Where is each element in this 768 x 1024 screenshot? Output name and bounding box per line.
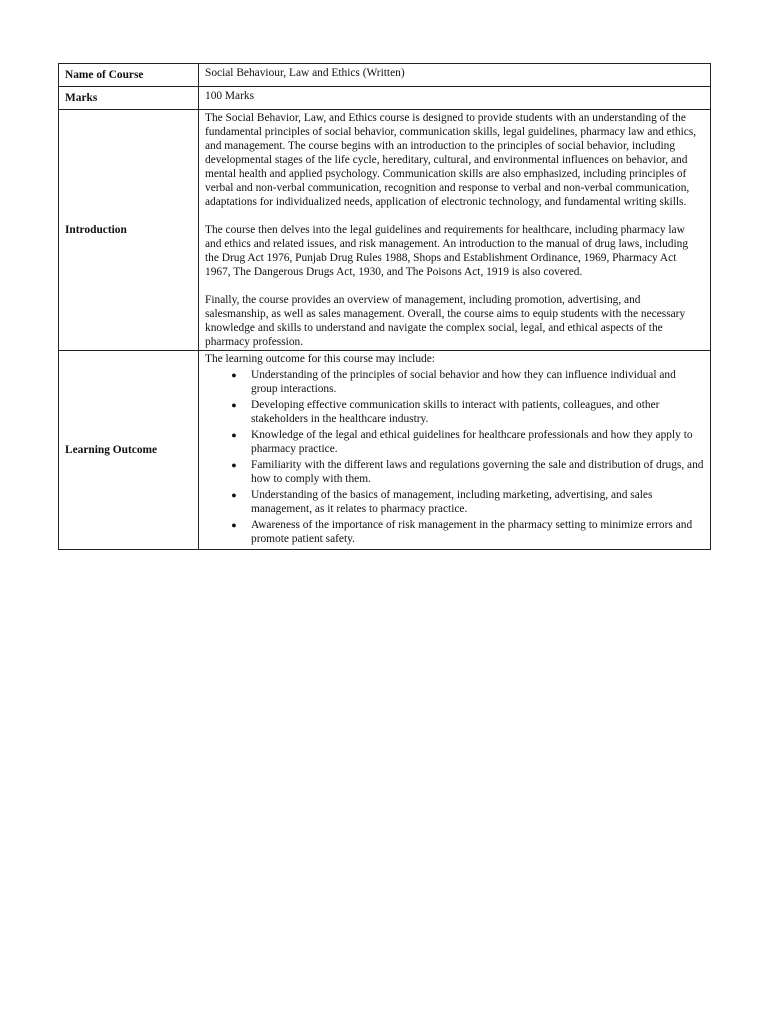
list-item — [233, 428, 704, 456]
row-marks — [59, 87, 711, 110]
introduction-paragraph-2: The course then delves into the legal guidelines and requirements for healthcare, including pharmacy law and ethics and related issues, and risk management. An introduction to the manual of drug laws, including the Drug Act 1976, Punjab Drug Rules 1988, Shops and Establishment Ordinance, 1969, Pharmacy Act 1967, The Dangerous Drugs Act, 1930, and The Poisons Act, 1919 is also covered. — [205, 224, 689, 278]
bullet-icon: ● — [231, 400, 237, 410]
value-learning-outcome — [199, 351, 711, 550]
list-item-text: Awareness of the importance of risk management in the pharmacy setting to minimize errors and promote patient safety. — [251, 519, 693, 545]
bullet-icon: ● — [231, 520, 237, 530]
value-marks: 100 Marks — [199, 87, 711, 110]
course-table — [58, 63, 711, 550]
row-introduction — [59, 110, 711, 351]
value-name-of-course: Social Behaviour, Law and Ethics (Written) — [199, 64, 711, 87]
list-item — [233, 488, 704, 516]
list-item — [233, 518, 704, 546]
row-learning-outcome — [59, 351, 711, 550]
list-item-text: Developing effective communication skills to interact with patients, colleagues, and other stakeholders in the healthcare industry. — [251, 399, 660, 425]
bullet-icon: ● — [231, 460, 237, 470]
bullet-icon: ● — [231, 490, 237, 500]
list-item-text: Familiarity with the different laws and regulations governing the sale and distribution of drugs, and how to comply with them. — [251, 459, 704, 485]
document-page — [58, 63, 711, 550]
bullet-icon: ● — [231, 370, 237, 380]
label-learning-outcome: Learning Outcome — [59, 351, 199, 550]
bullet-icon: ● — [231, 430, 237, 440]
list-item — [233, 458, 704, 486]
learning-outcome-list — [205, 368, 704, 546]
label-marks: Marks — [59, 87, 199, 110]
list-item — [233, 368, 704, 396]
introduction-paragraph-1: The Social Behavior, Law, and Ethics course is designed to provide students with an understanding of the fundamental principles of social behavior, communication skills, legal guidelines, pharmacy law and ethics, and management. The course begins with an introduction to the principles of social behavior, including developmental stages of the life cycle, hereditary, cultural, and environmental influences on behavior, and mental health and applied psychology. Communication skills are also emphasized, including principles of verbal and non-verbal communication, recognition and response to verbal and non-verbal communication, adaptations for individualized needs, application of electronic technology, and fundamental writing skills. — [205, 112, 697, 208]
learning-outcome-intro: The learning outcome for this course may include: — [205, 353, 435, 365]
list-item-text: Knowledge of the legal and ethical guidelines for healthcare professionals and how they apply to pharmacy practice. — [251, 429, 693, 455]
value-introduction — [199, 110, 711, 351]
list-item — [233, 398, 704, 426]
row-name-of-course — [59, 64, 711, 87]
list-item-text: Understanding of the principles of social behavior and how they can influence individual and group interactions. — [251, 369, 676, 395]
list-item-text: Understanding of the basics of management, including marketing, advertising, and sales management, as it relates to pharmacy practice. — [251, 489, 653, 515]
label-introduction: Introduction — [59, 110, 199, 351]
introduction-paragraph-3: Finally, the course provides an overview of management, including promotion, advertising, and salesmanship, as well as sales management. Overall, the course aims to equip students with the necessary knowledge and skills to understand and navigate the complex social, legal, and ethical aspects of the pharmacy profession. — [205, 294, 686, 348]
label-name-of-course: Name of Course — [59, 64, 199, 87]
